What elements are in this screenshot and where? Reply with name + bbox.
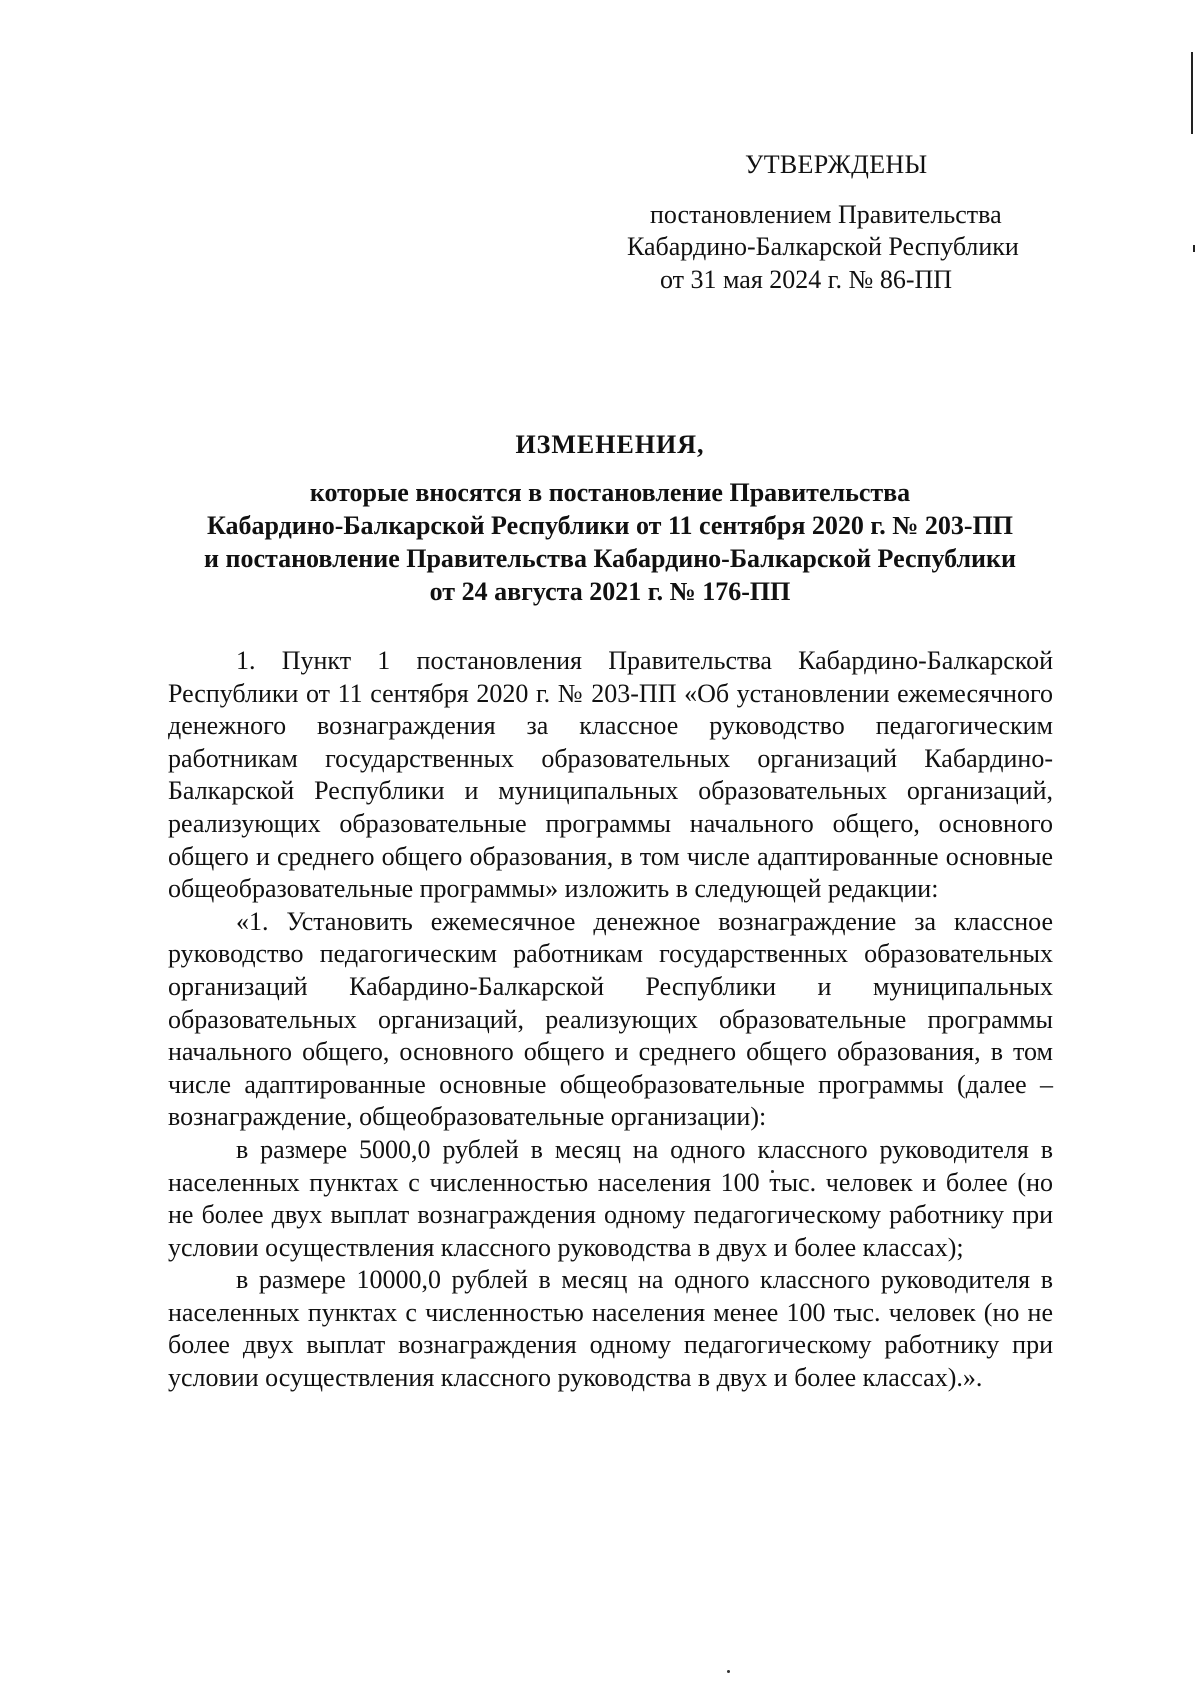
scan-speck [727,1670,730,1673]
scan-edge-tick [1193,245,1195,252]
approval-line-2: Кабардино-Балкарской Республики [627,232,1019,261]
paragraph-item-1: 1. Пункт 1 постановления Правительства Кабардино-Балкарской Республики от 11 сентября 2020 г. № 203-ПП «Об установлении ежемесячного денежного вознаграждения за классное руководство педагогическим работникам государственных образовательных организаций Кабардино-Балкарской Республики и муниципальных образовательных организаций, реализующих образовательные программы начального общего, основного общего и среднего общего образования, в том числе адаптированные основные общеобразовательные программы» изложить в следующей редакции: [168,646,1053,904]
document-subtitle-line-3: и постановление Правительства Кабардино-Балкарской Республики [203,544,1017,573]
scan-edge-mark [1191,52,1193,134]
document-body [168,645,1053,1395]
approval-line-3: от 31 мая 2024 г. № 86-ПП [660,265,953,294]
document-subtitle-line-4: от 24 августа 2021 г. № 176-ПП [429,577,791,606]
approval-line-1: постановлением Правительства [650,200,1002,229]
paragraph-amount-10000: в размере 10000,0 рублей в месяц на одного классного руководителя в населенных пунктах с численностью населения менее 100 тыс. человек (но не более двух выплат вознаграждения одному педагогическому работнику при условии осуществления классного руководства в двух и более классах).». [168,1265,1053,1393]
document-subtitle-line-2: Кабардино-Балкарской Республики от 11 сентября 2020 г. № 203-ПП [206,511,1014,540]
approval-heading: УТВЕРЖДЕНЫ [745,150,928,179]
document-title-block [160,428,1060,608]
paragraph-new-wording: «1. Установить ежемесячное денежное вознаграждение за классное руководство педагогическим работникам государственных образовательных организаций Кабардино-Балкарской Республики и муниципальных образовательных организаций, реализующих образовательные программы начального общего, основного общего и среднего общего образования, в том числе адаптированные основные общеобразовательные программы (далее – вознаграждение, общеобразовательные организации): [168,906,1053,1132]
document-title: ИЗМЕНЕНИЯ, [515,430,705,459]
paragraph-amount-5000: в размере 5000,0 рублей в месяц на одного классного руководителя в населенных пунктах с численностью населения 100 тыс. человек и более (но не более двух выплат вознаграждения одному педагогическому работнику при условии осуществления классного руководства в двух и более классах); [168,1134,1053,1262]
document-subtitle-line-1: которые вносятся в постановление Правительства [309,478,911,507]
